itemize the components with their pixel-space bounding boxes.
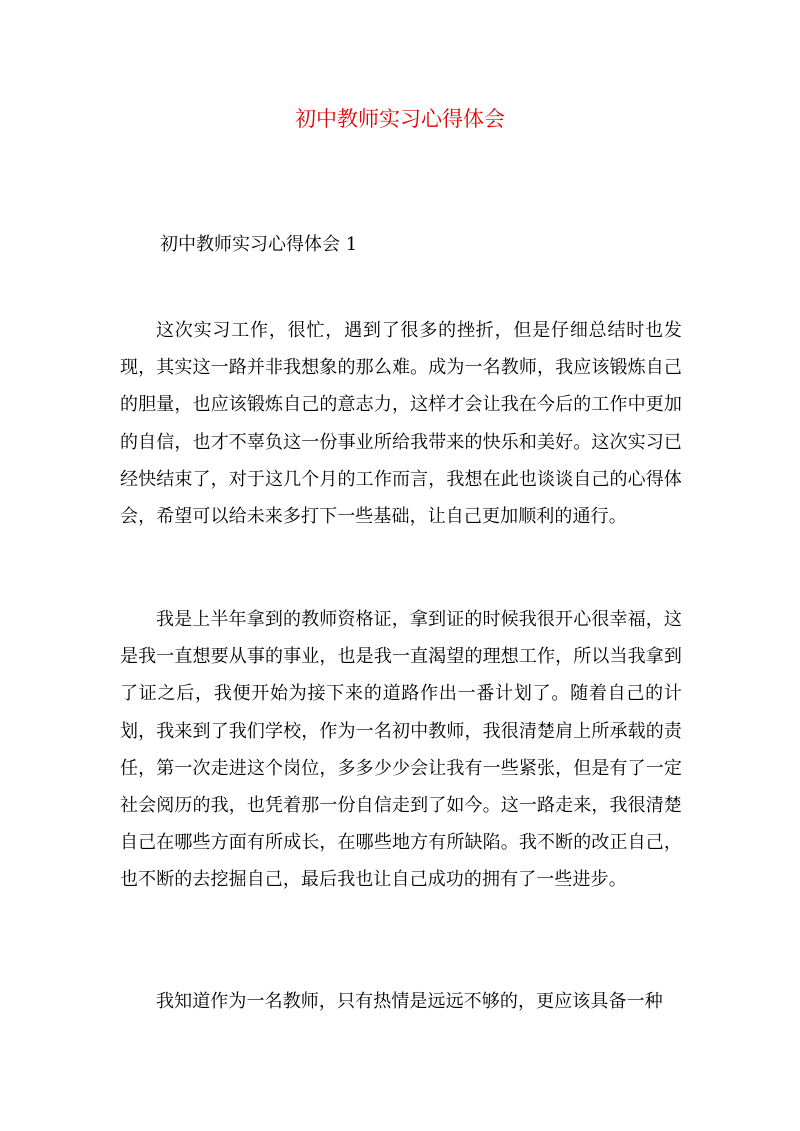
body-paragraph-2: 我是上半年拿到的教师资格证，拿到证的时候我很开心很幸福，这是我一直想要从事的事业，也是我一直渴望的理想工作，所以当我拿到了证之后，我便开始为接下来的道路作出一番计划了。随着自己的计划，我来到了我们学校，作为一名初中教师，我很清楚肩上所承载的责任，第一次走进这个岗位，多多少少会让我有一些紧张，但是有了一定社会阅历的我，也凭着那一份自信走到了如今。这一路走来，我很清楚自己在哪些方面有所成长，在哪些地方有所缺陷。我不断的改正自己，也不断的去挖掘自己，最后我也让自己成功的拥有了一些进步。 — [120, 609, 682, 891]
body-paragraph-1: 这次实习工作，很忙，遇到了很多的挫折，但是仔细总结时也发现，其实这一路并非我想象的那么难。成为一名教师，我应该锻炼自己的胆量，也应该锻炼自己的意志力，这样才会让我在今后的工作中更加的自信，也才不辜负这一份事业所给我带来的快乐和美好。这次实习已经快结束了，对于这几个月的工作而言，我想在此也谈谈自己的心得体会，希望可以给未来多打下一些基础，让自己更加顺利的通行。 — [120, 320, 682, 528]
document-title: 初中教师实习心得体会 — [295, 107, 505, 131]
section-heading: 初中教师实习心得体会 1 — [160, 234, 358, 255]
body-paragraph-3: 我知道作为一名教师，只有热情是远远不够的，更应该具备一种 — [156, 991, 663, 1012]
